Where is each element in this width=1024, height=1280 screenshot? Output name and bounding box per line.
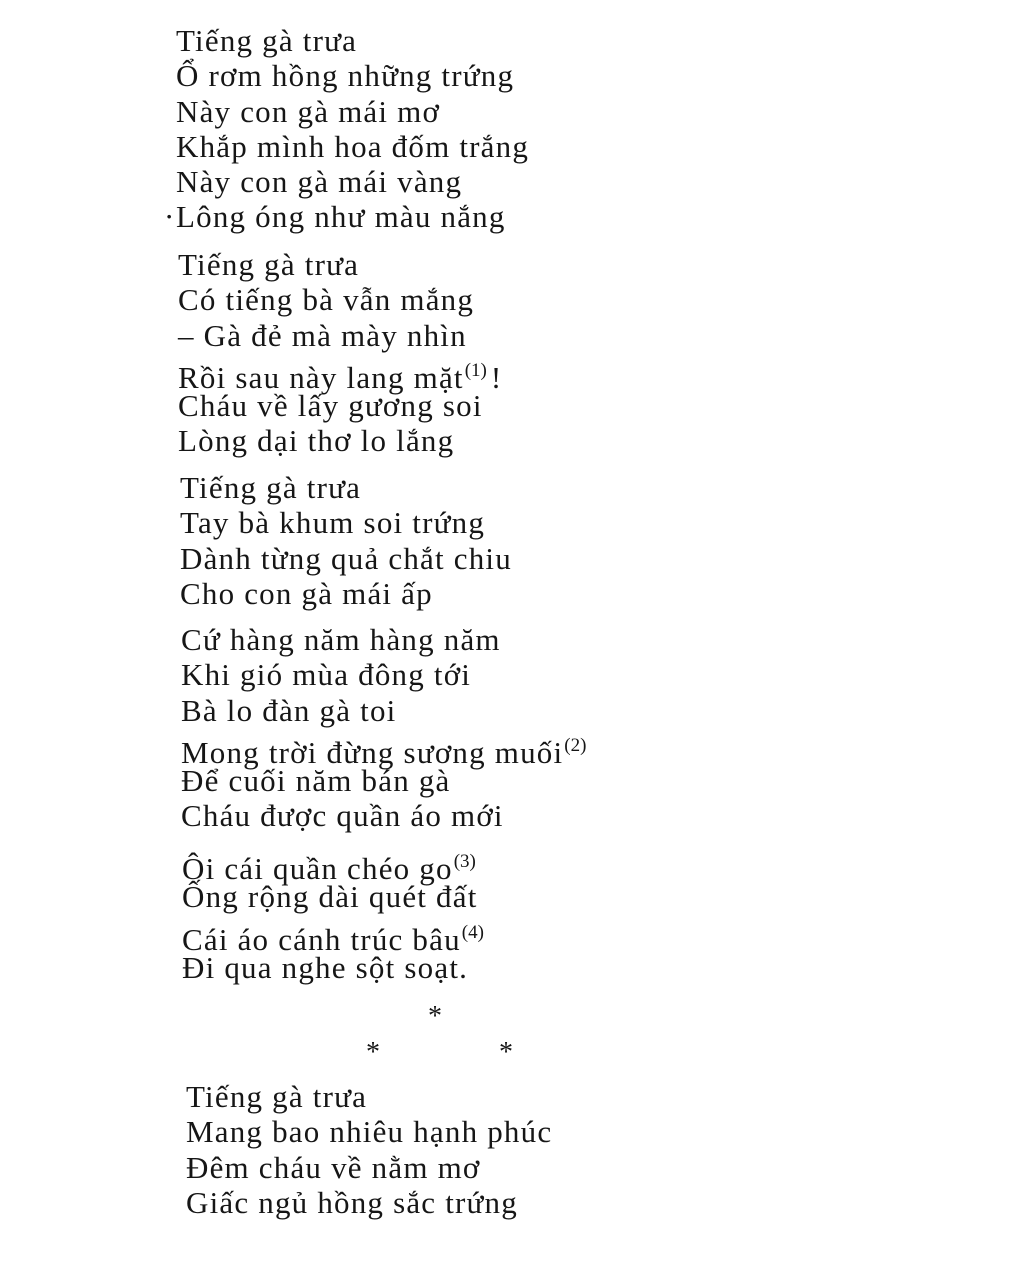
poem-line-text: Bà lo đàn gà toi xyxy=(181,692,397,728)
separator-star: * xyxy=(428,1001,442,1032)
stanza xyxy=(182,844,942,985)
poem-line-text: Ống rộng dài quét đất xyxy=(182,879,478,915)
separator-star: * xyxy=(499,1037,513,1068)
poem-line-text: Đi qua nghe sột soạt. xyxy=(182,949,469,985)
footnote-marker: (3) xyxy=(453,851,476,872)
poem-line-text: Tiếng gà trưa xyxy=(178,247,360,282)
stanza xyxy=(186,1079,946,1220)
poem-line-text: Cho con gà mái ấp xyxy=(180,575,433,611)
poem-line xyxy=(178,423,938,458)
poem-line xyxy=(181,622,941,657)
poem-line-text: Khắp mình hoa đốm trắng xyxy=(176,128,530,164)
poem-line-text: Đêm cháu về nằm mơ xyxy=(186,1149,481,1185)
stanza xyxy=(178,247,938,459)
poem-line xyxy=(176,129,936,164)
poem-line-text: Tiếng gà trưa xyxy=(180,470,362,505)
poem-line-text: Lông óng như màu nắng xyxy=(176,199,506,235)
poem-line xyxy=(186,1185,946,1220)
poem-line xyxy=(186,1150,946,1185)
poem-line xyxy=(186,1114,946,1149)
poem-line xyxy=(182,844,942,886)
poem-line xyxy=(164,199,936,235)
separator-star: * xyxy=(366,1037,380,1068)
poem-line-text: Rồi sau này lang mặt xyxy=(178,359,464,395)
line-punctuation: ! xyxy=(490,359,503,395)
poem-line xyxy=(176,164,936,199)
poem-line xyxy=(181,798,941,833)
poem-line xyxy=(178,388,938,423)
poem-line-text: Để cuối năm bán gà xyxy=(181,763,451,799)
poem-line xyxy=(180,505,940,540)
poem-line xyxy=(178,318,938,353)
poem-line-text: Lòng dại thơ lo lắng xyxy=(178,423,455,459)
poem-line xyxy=(180,541,940,576)
stray-mark: · xyxy=(164,199,176,235)
poem-line xyxy=(178,353,938,395)
poem-line-text: Cháu được quần áo mới xyxy=(181,798,504,834)
poem-line-text: – Gà đẻ mà mày nhìn xyxy=(178,317,467,353)
poem-line-text: Mong trời đừng sương muối xyxy=(181,734,564,770)
poem-line xyxy=(181,657,941,692)
poem-line-text: Mang bao nhiêu hạnh phúc xyxy=(186,1114,553,1150)
poem-line xyxy=(182,915,942,957)
poem-line xyxy=(180,576,940,611)
poem-line-text: Này con gà mái mơ xyxy=(176,93,441,129)
poem-line-text: Tiếng gà trưa xyxy=(186,1079,368,1114)
poem-line xyxy=(178,282,938,317)
poem-line-text: Ôi cái quần chéo go xyxy=(182,851,453,886)
poem-line-text: Này con gà mái vàng xyxy=(176,164,463,200)
poem-line xyxy=(176,58,936,93)
poem-line-text: Dành từng quả chắt chiu xyxy=(180,540,512,576)
poem-line-text: Ổ rơm hồng những trứng xyxy=(176,58,515,94)
poem-line-text: Cháu về lấy gương soi xyxy=(178,388,483,424)
poem-line xyxy=(182,950,942,985)
poem-line-text: Có tiếng bà vẫn mắng xyxy=(178,282,475,318)
poem-line-text: Cái áo cánh trúc bâu xyxy=(182,921,461,957)
stanza xyxy=(181,622,941,834)
poem-line-text: Cứ hàng năm hàng năm xyxy=(181,622,501,657)
poem-line xyxy=(182,879,942,914)
poem-line-text: Giấc ngủ hồng sắc trứng xyxy=(186,1184,518,1220)
poem-line xyxy=(176,94,936,129)
poem-line xyxy=(176,23,936,58)
stanza xyxy=(164,23,936,235)
poem-line xyxy=(186,1079,946,1114)
poem-line-text: Tiếng gà trưa xyxy=(176,23,358,58)
poem-line xyxy=(180,470,940,505)
poem-line xyxy=(178,247,938,282)
poem-line xyxy=(181,728,941,770)
footnote-marker: (2) xyxy=(564,734,587,756)
poem-line-text: Tay bà khum soi trứng xyxy=(180,505,486,541)
poem-line-text: Khi gió mùa đông tới xyxy=(181,657,472,693)
footnote-marker: (4) xyxy=(461,921,484,943)
poem-line xyxy=(181,693,941,728)
footnote-marker: (1) xyxy=(464,359,487,381)
stanza xyxy=(180,470,940,611)
